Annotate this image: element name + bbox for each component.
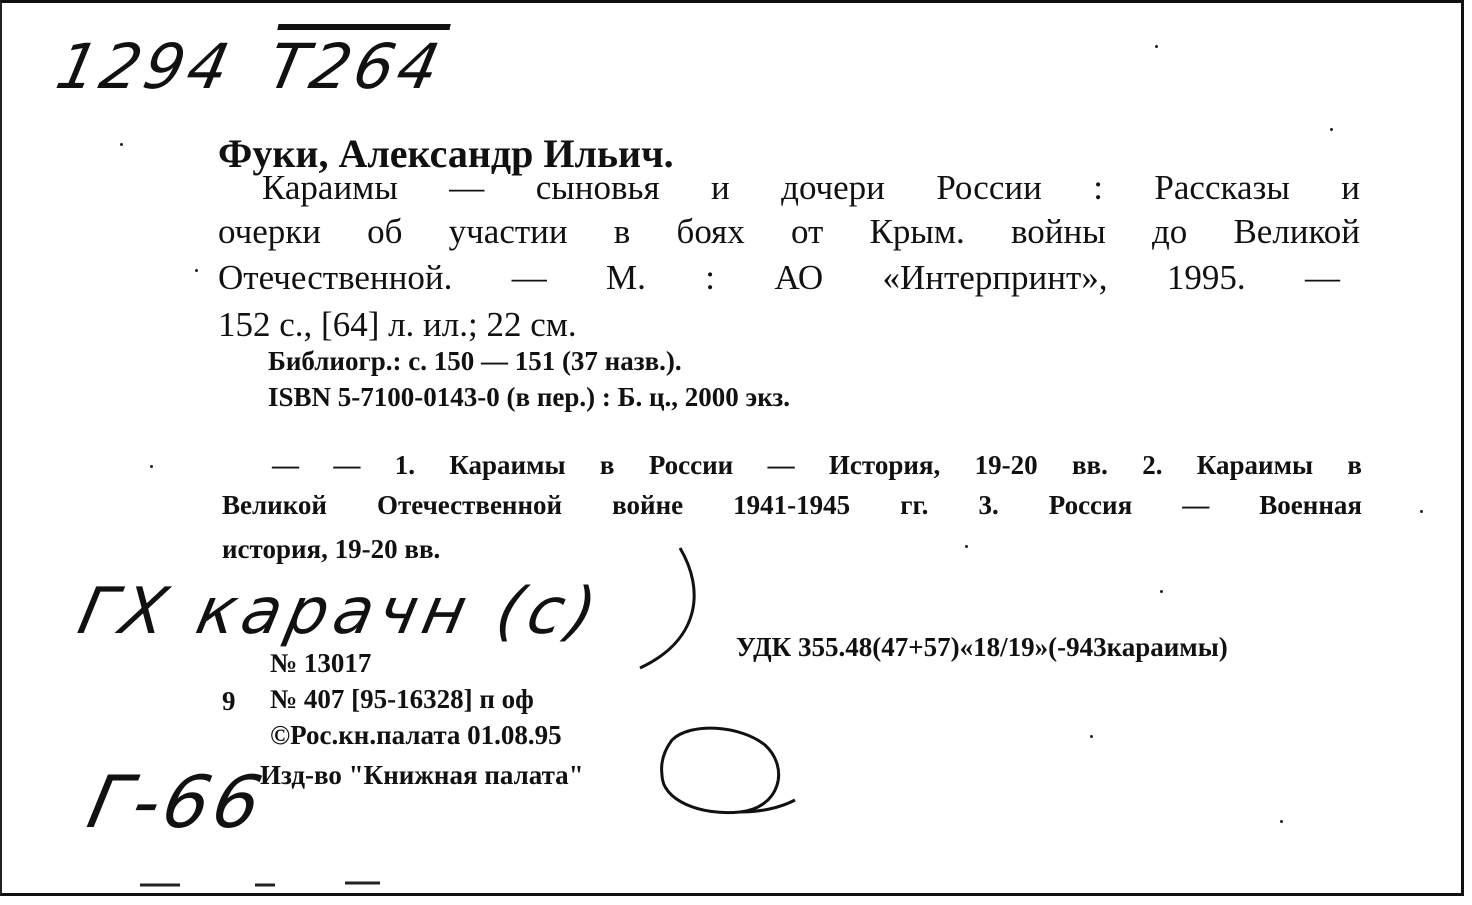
scan-speck [1420,510,1423,513]
pages-line: 152 с., [64] л. ил.; 22 см. [218,305,577,344]
scan-speck [120,143,123,146]
title-line-3: Отечественной. — М. : АО «Интерпринт», 1995. — [218,258,1340,297]
subjects-line-3: история, 19-20 вв. [222,534,441,564]
order-number: № 407 [95-16328] п оф [270,684,534,714]
handwritten-middle-note: ГХ карачн (с) [72,575,609,649]
scan-speck [1280,820,1283,823]
publisher-line: Изд-во "Книжная палата" [260,760,584,790]
subjects-line-1: — — 1. Караимы в России — История, 19-20 вв. 2. Караимы в [272,450,1362,480]
handwritten-code-number: 1294 [50,30,240,103]
prefix-number: 9 [222,686,236,716]
scan-speck [965,545,968,548]
scan-speck [1155,45,1158,48]
scan-speck [195,269,198,272]
author-heading: Фуки, Александр Ильич. [218,131,674,176]
title-line-2: очерки об участии в боях от Крым. войны до Великой [218,212,1360,251]
scan-speck [1090,735,1093,738]
copyright-line: ©Рос.кн.палата 01.08.95 [270,720,562,750]
udk-code: УДК 355.48(47+57)«18/19»(-943караимы) [736,632,1228,662]
hand-drawn-bracket-mark [640,548,694,668]
hand-drawn-circle-mark [662,728,779,813]
record-number: № 13017 [270,648,372,678]
scan-speck [150,465,153,468]
subjects-line-2: Великой Отечественной войне 1941-1945 гг. 3. Россия — Военная [222,490,1362,520]
title-line-1: Караимы — сыновья и дочери России : Рассказы и [262,168,1360,207]
isbn-line: ISBN 5-7100-0143-0 (в пер.) : Б. ц., 2000 экз. [268,382,790,412]
handwritten-code-suffix: T264 [261,30,450,103]
scan-speck [1330,128,1333,131]
handwritten-bottom-code: Г-66 [81,760,273,844]
bibliography-note: Библиогр.: с. 150 — 151 (37 назв.). [268,346,682,376]
scan-speck [1160,590,1163,593]
